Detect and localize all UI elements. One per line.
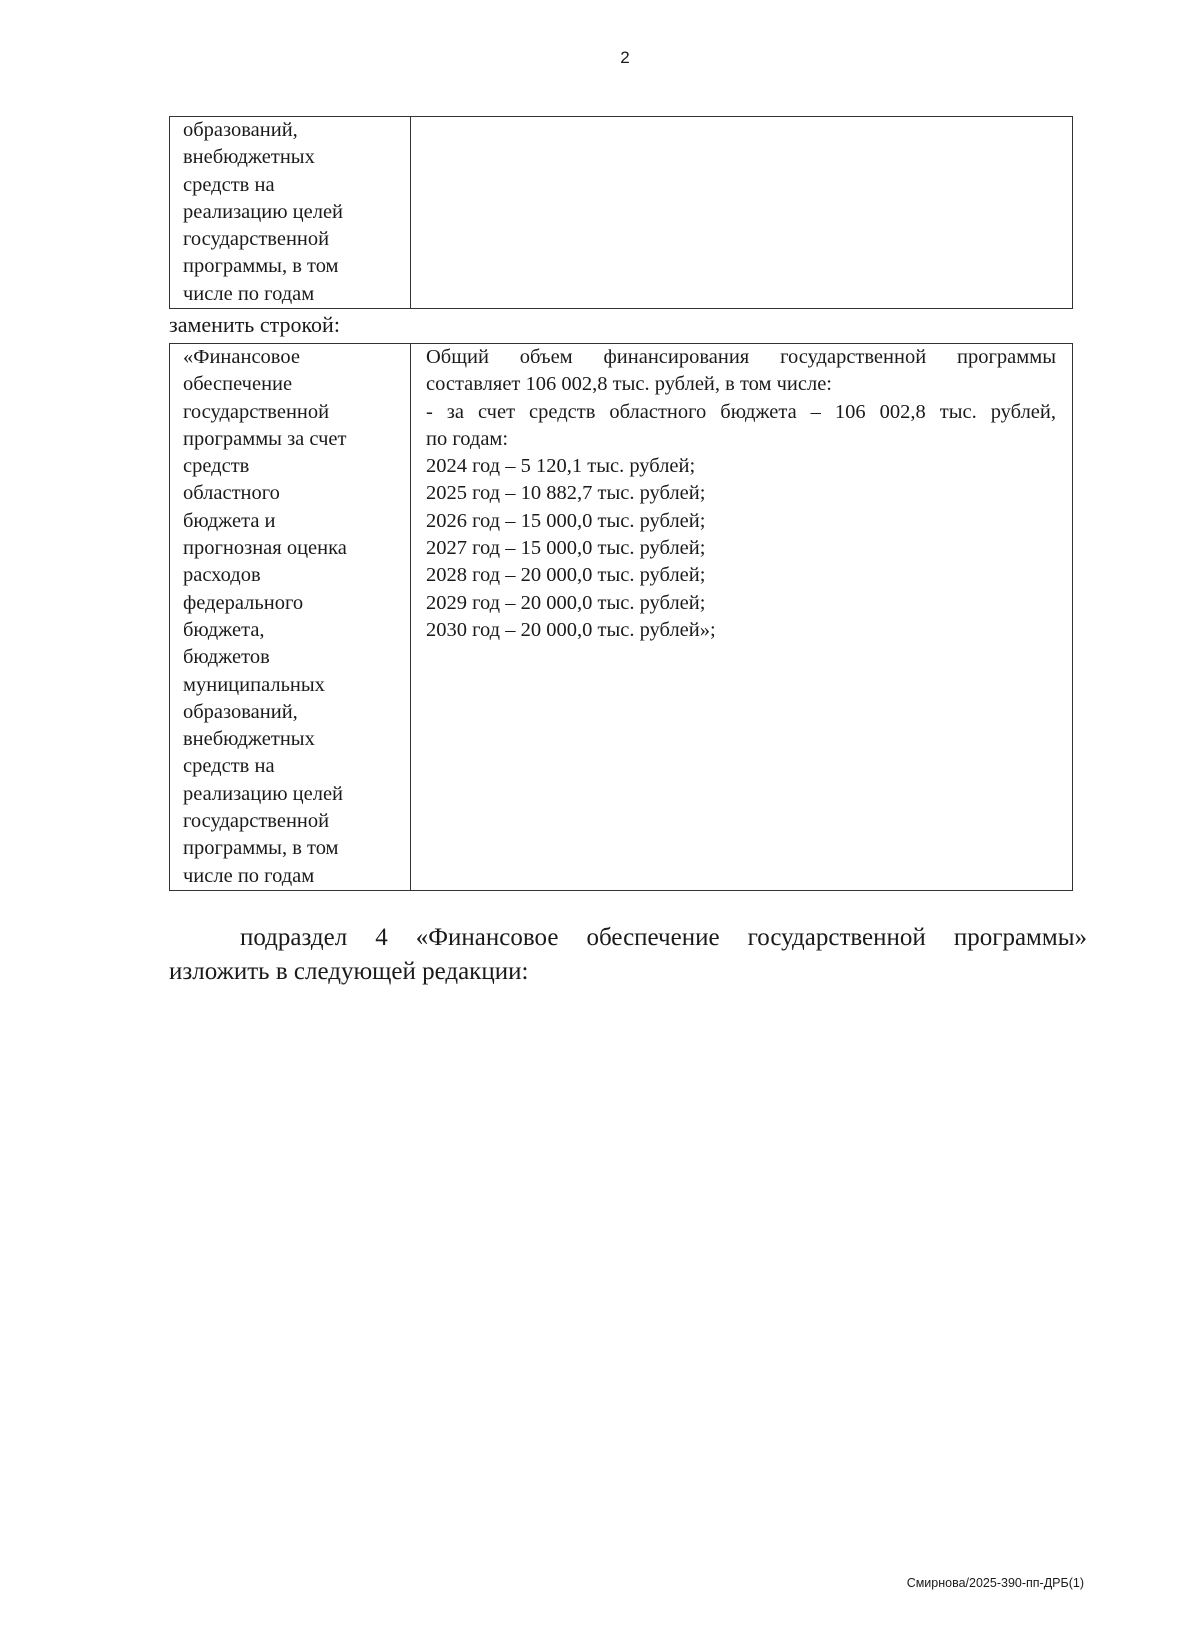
funding-total-line: Общий объем финансирования государственной программы [426,346,1056,368]
replace-label: заменить строкой: [169,312,340,337]
funding-total-line: составляет 106 002,8 тыс. рублей, в том числе: [426,373,833,396]
cell-line: государственной [183,810,330,833]
cell-line: федерального [183,591,304,614]
cell-line: муниципальных [183,673,325,696]
cell-line: средств на [183,173,275,196]
table-cell-left [170,117,411,309]
cell-line: образований, [183,119,298,141]
funding-year-line: 2027 год – 15 000,0 тыс. рублей; [426,537,706,560]
cell-line: государственной [183,228,330,251]
cell-line: прогнозная оценка [183,537,347,560]
paragraph-line: подраздел 4 «Финансовое обеспечение государственной программы» [240,924,1087,951]
funding-year-line: 2024 год – 5 120,1 тыс. рублей; [426,455,696,478]
cell-line: бюджетов [183,646,270,669]
passport-table-old [169,116,1073,309]
cell-line: программы, в том [183,255,339,278]
cell-line: бюджета, [183,618,265,641]
table-cell-right [411,117,1073,309]
funding-regional-line: по годам: [426,427,509,450]
cell-line: «Финансовое [183,346,300,368]
table-row [170,117,1073,309]
table-cell-left [170,344,411,891]
cell-line: образований, [183,700,298,723]
table-cell-right [411,344,1073,891]
funding-regional-line: - за счет средств областного бюджета – 106 002,8 тыс. рублей, [426,400,1056,423]
cell-line: расходов [183,564,261,587]
cell-line: программы за счет [183,427,347,450]
cell-line: государственной [183,400,330,423]
paragraph-line: изложить в следующей редакции: [169,958,529,985]
body-paragraph [169,921,1087,989]
cell-line: реализацию целей [183,782,344,805]
cell-line: числе по годам [183,282,315,305]
page-number: 2 [620,48,630,67]
cell-line: бюджета и [183,509,276,532]
funding-year-line: 2028 год – 20 000,0 тыс. рублей; [426,564,706,587]
cell-line: средств [183,455,250,478]
cell-line: реализацию целей [183,200,344,223]
cell-line: обеспечение [183,373,293,396]
cell-line: средств на [183,755,275,778]
passport-table-new [169,343,1073,891]
table-row [170,344,1073,891]
cell-line: программы, в том [183,837,339,860]
document-code: Смирнова/2025-390-пп-ДРБ(1) [906,1576,1084,1590]
funding-year-line: 2026 год – 15 000,0 тыс. рублей; [426,509,706,532]
cell-line: внебюджетных [183,146,315,169]
funding-year-line: 2029 год – 20 000,0 тыс. рублей; [426,591,706,614]
funding-year-line: 2025 год – 10 882,7 тыс. рублей; [426,482,706,505]
cell-line: числе по годам [183,864,315,887]
funding-year-line: 2030 год – 20 000,0 тыс. рублей»; [426,618,716,641]
cell-line: областного [183,482,280,505]
cell-line: внебюджетных [183,728,315,751]
